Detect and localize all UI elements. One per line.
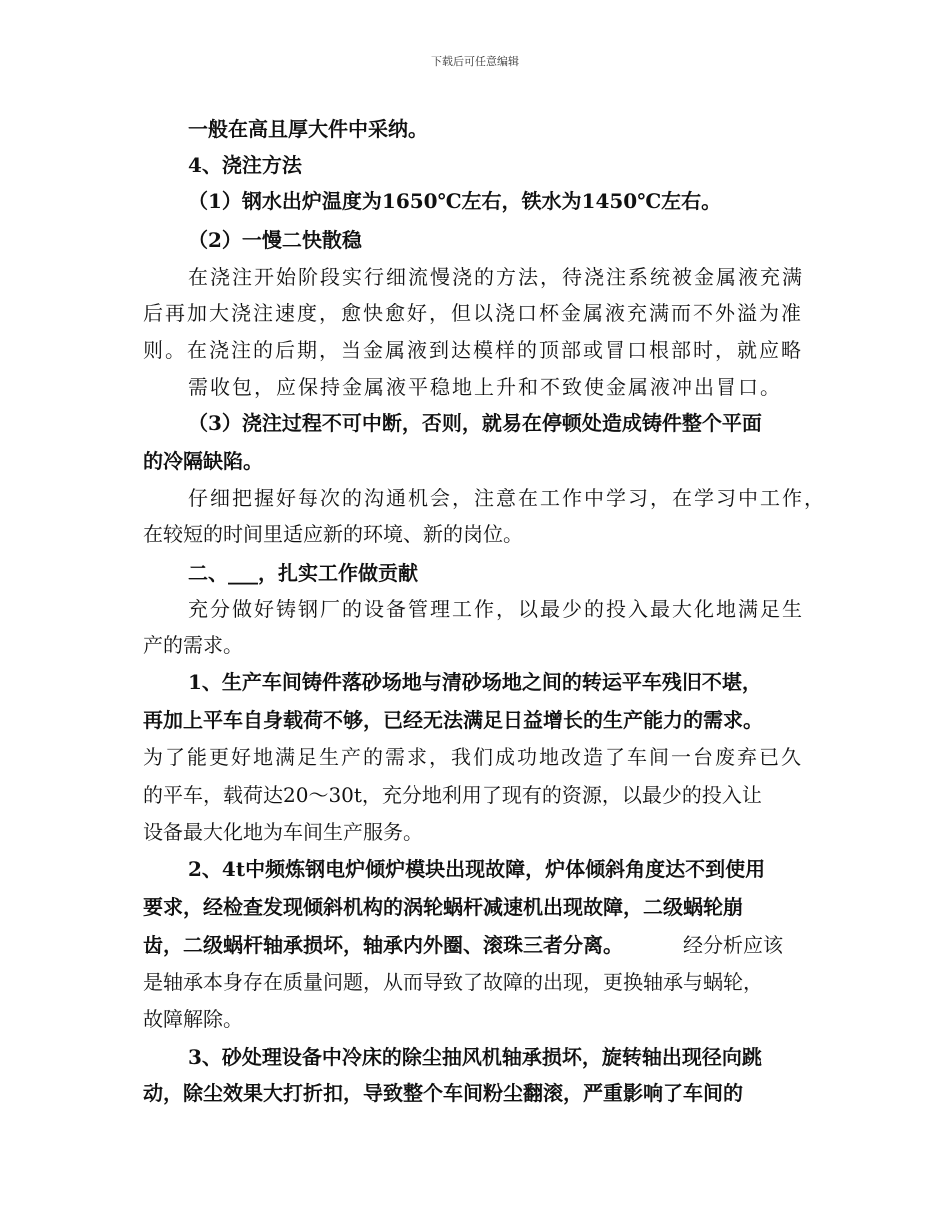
text-line: 产的需求。 (143, 633, 243, 657)
text-line: 故障解除。 (143, 1007, 243, 1031)
text-line: 充分做好铸钢厂的设备管理工作，以最少的投入最大化地满足生 (188, 597, 804, 621)
section-heading: 4、浇注方法 (188, 153, 302, 177)
text-line: 在较短的时间里适应新的环境、新的岗位。 (143, 522, 523, 546)
text-line: 在浇注开始阶段实行细流慢浇的方法，待浇注系统被金属液充满 (188, 265, 804, 289)
text-line: 一般在高且厚大件中采纳。 (188, 117, 428, 141)
text-line: 则。在浇注的后期，当金属液到达模样的顶部或冒口根部时，就应略 (143, 338, 803, 362)
text-line: 后再加大浇注速度，愈快愈好，但以浇口杯金属液充满而不外溢为准 (143, 301, 803, 325)
text-line: （3）浇注过程不可中断，否则，就易在停顿处造成铸件整个平面 (188, 411, 762, 435)
text-line: 为了能更好地满足生产的需求，我们成功地改造了车间一台废弃已久 (143, 745, 803, 769)
text-line: 的冷隔缺陷。 (143, 449, 263, 473)
text-line: 3、砂处理设备中冷床的除尘抽风机轴承损坏，旋转轴出现径向跳 (188, 1045, 762, 1069)
text-line: 2、4t中频炼钢电炉倾炉模块出现故障，炉体倾斜角度达不到使用 (188, 857, 766, 881)
text-line: （2）一慢二快散稳 (188, 228, 362, 252)
text-line: 是轴承本身存在质量问题，从而导致了故障的出现，更换轴承与蜗轮， (143, 970, 763, 994)
text-line: （1）钢水出炉温度为1650℃左右，铁水为1450℃左右。 (188, 189, 722, 213)
text-line: 再加上平车自身载荷不够，已经无法满足日益增长的生产能力的需求。 (143, 708, 763, 732)
text-line: 需收包，应保持金属液平稳地上升和不致使金属液冲出冒口。 (188, 375, 782, 399)
text-line: 仔细把握好每次的沟通机会，注意在工作中学习，在学习中工作， (188, 486, 826, 510)
text-line: 1、生产车间铸件落砂场地与清砂场地之间的转运平车残旧不堪， (188, 670, 762, 694)
text-line: 的平车，载荷达20～30t，充分地利用了现有的资源，以最少的投入让 (143, 783, 762, 807)
text-line: 齿，二级蜗杆轴承损坏，轴承内外圈、滚珠三者分离。 (143, 933, 623, 957)
text-line: 设备最大化地为车间生产服务。 (143, 820, 423, 844)
text-line: 经分析应该 (683, 933, 783, 957)
text-line: 要求，经检查发现倾斜机构的涡轮蜗杆减速机出现故障，二级蜗轮崩 (143, 895, 743, 919)
page-header: 下载后可任意编辑 (431, 55, 519, 68)
text-line: 动，除尘效果大打折扣，导致整个车间粉尘翻滚，严重影响了车间的 (143, 1081, 743, 1105)
section-heading: 二、___，扎实工作做贡献 (188, 561, 418, 585)
